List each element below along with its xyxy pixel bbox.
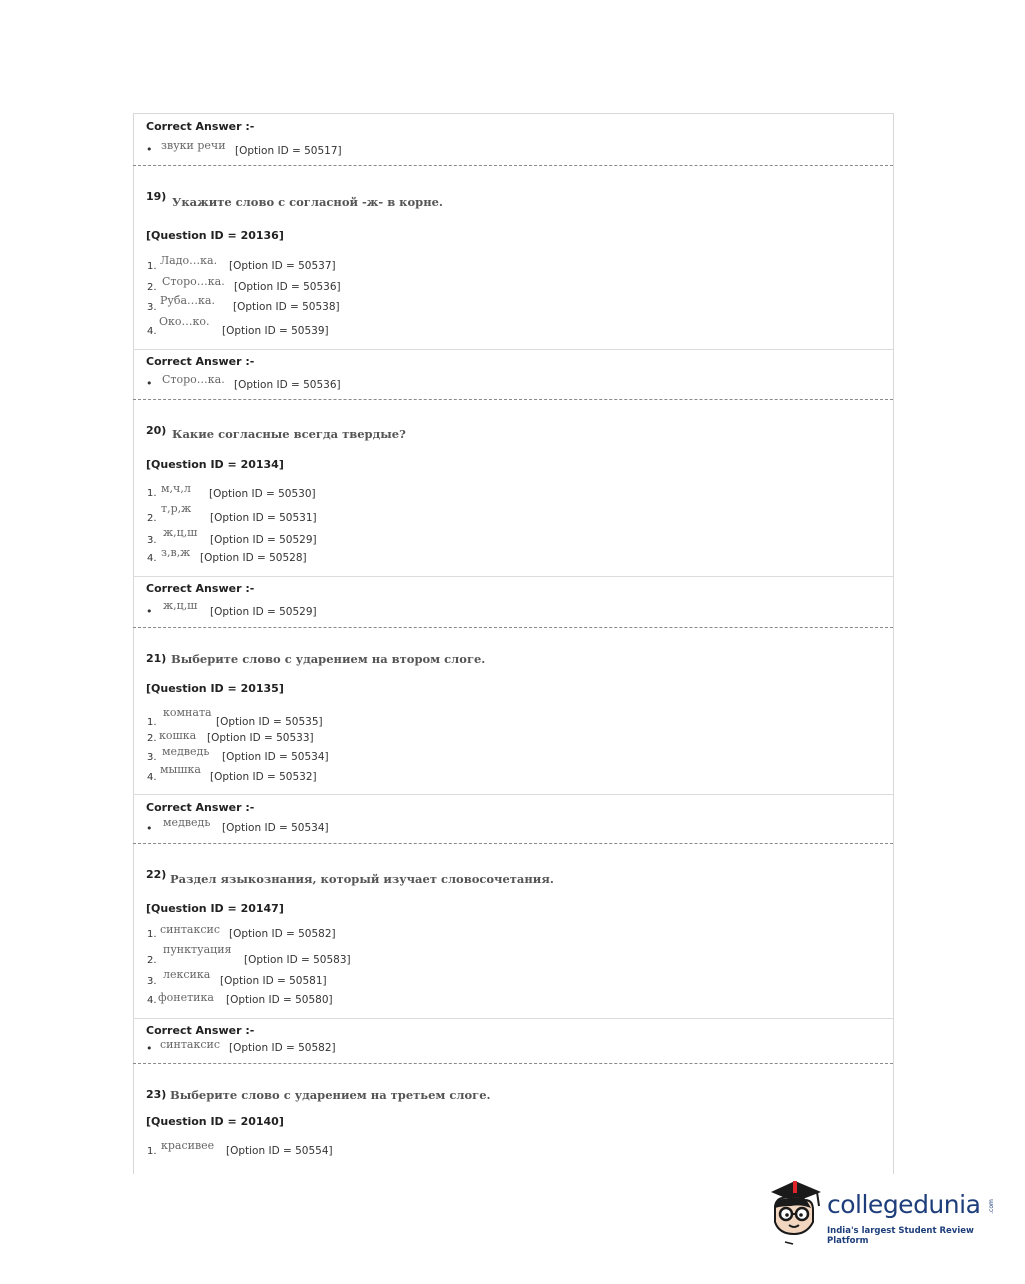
- question-divider: [133, 1063, 893, 1064]
- question-id: [Question ID = 20135]: [146, 682, 284, 695]
- option-id: [Option ID = 50581]: [220, 975, 327, 987]
- option-id: [Option ID = 50580]: [226, 994, 333, 1006]
- correct-answer-option-id: [Option ID = 50536]: [234, 379, 341, 391]
- answer-separator: [133, 1018, 893, 1019]
- question-number: 20): [146, 424, 167, 437]
- question-number: 22): [146, 868, 167, 881]
- question-id: [Question ID = 20140]: [146, 1115, 284, 1128]
- option-number: 3.: [147, 302, 157, 313]
- option-number: 2.: [147, 282, 157, 293]
- answer-separator: [133, 349, 893, 350]
- correct-answer-option-id: [Option ID = 50582]: [229, 1042, 336, 1054]
- correct-answer-label: Correct Answer :-: [146, 120, 255, 133]
- correct-answer-label: Correct Answer :-: [146, 582, 255, 595]
- question-divider: [133, 627, 893, 628]
- option-text: м,ч,л: [161, 482, 191, 495]
- option-id: [Option ID = 50538]: [233, 301, 340, 313]
- correct-answer-option-id: [Option ID = 50534]: [222, 822, 329, 834]
- question-text: Выберите слово с ударением на третьем слоге.: [170, 1088, 491, 1102]
- question-number: 19): [146, 190, 167, 203]
- option-number: 4.: [147, 326, 157, 337]
- option-number: 1.: [147, 929, 157, 940]
- document-panel: [133, 113, 894, 1174]
- option-text: кошка: [159, 729, 197, 742]
- option-number: 4.: [147, 995, 157, 1006]
- option-text: мышка: [160, 763, 201, 776]
- correct-answer-label: Correct Answer :-: [146, 355, 255, 368]
- option-number: 3.: [147, 976, 157, 987]
- option-id: [Option ID = 50535]: [216, 716, 323, 728]
- answer-separator: [133, 576, 893, 577]
- question-id: [Question ID = 20147]: [146, 902, 284, 915]
- option-number: 2.: [147, 733, 157, 744]
- correct-answer-text: звуки речи: [161, 139, 226, 152]
- option-text: комната: [163, 706, 212, 719]
- answer-bullet: •: [146, 1042, 153, 1055]
- correct-answer-option-id: [Option ID = 50517]: [235, 145, 342, 157]
- answer-bullet: •: [146, 605, 153, 618]
- option-id: [Option ID = 50530]: [209, 488, 316, 500]
- question-text: Укажите слово с согласной -ж- в корне.: [172, 195, 443, 209]
- question-text: Выберите слово с ударением на втором слоге.: [171, 652, 486, 666]
- option-number: 1.: [147, 717, 157, 728]
- question-number: 23): [146, 1088, 167, 1101]
- correct-answer-text: медведь: [163, 816, 211, 829]
- logo-wordmark: collegedunia: [827, 1190, 981, 1219]
- option-text: Руба…ка.: [160, 294, 215, 307]
- option-text: медведь: [162, 745, 210, 758]
- correct-answer-label: Correct Answer :-: [146, 801, 255, 814]
- option-id: [Option ID = 50532]: [210, 771, 317, 783]
- mascot-icon: [767, 1176, 827, 1246]
- option-id: [Option ID = 50533]: [207, 732, 314, 744]
- option-id: [Option ID = 50554]: [226, 1145, 333, 1157]
- answer-separator: [133, 794, 893, 795]
- option-number: 2.: [147, 955, 157, 966]
- correct-answer-label: Correct Answer :-: [146, 1024, 255, 1037]
- question-id: [Question ID = 20136]: [146, 229, 284, 242]
- correct-answer-text: синтаксис: [160, 1038, 220, 1051]
- question-text: Какие согласные всегда твердые?: [172, 427, 406, 441]
- logo-tagline: India's largest Student Review Platform: [827, 1226, 974, 1246]
- option-number: 4.: [147, 772, 157, 783]
- option-text: Око…ко.: [159, 315, 210, 328]
- option-id: [Option ID = 50536]: [234, 281, 341, 293]
- option-id: [Option ID = 50529]: [210, 534, 317, 546]
- logo-com: .com: [987, 1199, 995, 1214]
- question-divider: [133, 165, 893, 166]
- option-id: [Option ID = 50539]: [222, 325, 329, 337]
- option-text: з,в,ж: [161, 546, 191, 559]
- question-divider: [133, 843, 893, 844]
- option-number: 1.: [147, 261, 157, 272]
- correct-answer-option-id: [Option ID = 50529]: [210, 606, 317, 618]
- option-number: 4.: [147, 553, 157, 564]
- option-text: пунктуация: [163, 943, 232, 956]
- option-text: фонетика: [158, 991, 214, 1004]
- option-number: 1.: [147, 488, 157, 499]
- correct-answer-text: Сторо…ка.: [162, 373, 225, 386]
- option-id: [Option ID = 50582]: [229, 928, 336, 940]
- answer-bullet: •: [146, 377, 153, 390]
- option-id: [Option ID = 50528]: [200, 552, 307, 564]
- question-id: [Question ID = 20134]: [146, 458, 284, 471]
- option-number: 2.: [147, 513, 157, 524]
- question-number: 21): [146, 652, 167, 665]
- correct-answer-text: ж,ц,ш: [163, 599, 198, 612]
- collegedunia-logo: [767, 1176, 1007, 1246]
- option-text: т,р,ж: [161, 502, 192, 515]
- question-divider: [133, 399, 893, 400]
- option-text: красивее: [161, 1139, 215, 1152]
- option-text: Ладо…ка.: [160, 254, 218, 267]
- option-text: лексика: [163, 968, 211, 981]
- option-text: Сторо…ка.: [162, 275, 225, 288]
- option-text: синтаксис: [160, 923, 220, 936]
- option-number: 3.: [147, 535, 157, 546]
- answer-bullet: •: [146, 143, 153, 156]
- option-text: ж,ц,ш: [163, 526, 198, 539]
- question-text: Раздел языкознания, который изучает словосочетания.: [170, 872, 554, 886]
- option-id: [Option ID = 50583]: [244, 954, 351, 966]
- option-number: 1.: [147, 1146, 157, 1157]
- option-id: [Option ID = 50534]: [222, 751, 329, 763]
- option-number: 3.: [147, 752, 157, 763]
- option-id: [Option ID = 50531]: [210, 512, 317, 524]
- answer-bullet: •: [146, 822, 153, 835]
- option-id: [Option ID = 50537]: [229, 260, 336, 272]
